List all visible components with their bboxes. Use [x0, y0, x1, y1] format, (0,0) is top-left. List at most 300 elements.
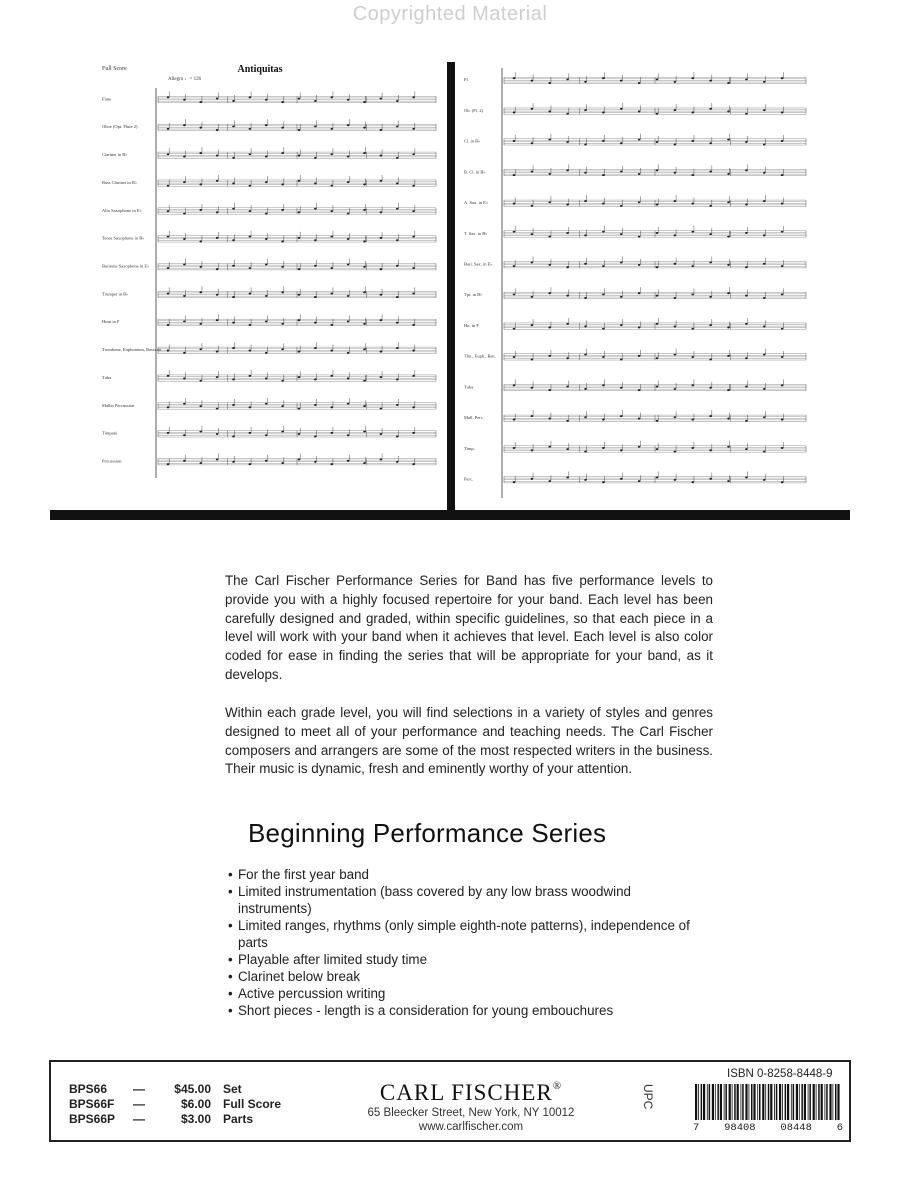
note-head: [265, 460, 268, 462]
note-head: [745, 204, 748, 206]
note-head: [232, 404, 235, 406]
note-head: [674, 416, 677, 418]
note-head: [347, 377, 350, 379]
note-head: [584, 416, 587, 418]
note-head: [232, 435, 235, 437]
note-head: [183, 213, 186, 215]
instrument-label: B. Cl. in B♭: [464, 169, 486, 175]
note-head: [691, 265, 694, 267]
instrument-label: Bass Clarinet in B♭: [102, 179, 137, 185]
note-head: [314, 404, 317, 406]
note-head: [265, 124, 268, 126]
note-head: [638, 82, 641, 84]
note-head: [548, 292, 551, 294]
note-head: [298, 129, 301, 131]
note-head: [620, 296, 623, 298]
note-head: [763, 200, 766, 202]
intro-paragraph-1: The Carl Fischer Performance Series for Band has five performance levels to provide you with a highly focused repertoire for your band. Each level has been carefully designed and graded, within specific guidelines, so that each piece in a level will work with your band when it achieves that level. Each level is also color coded for ease in finding the series that will be appropriate for your band, as it develops.: [225, 573, 713, 682]
note-head: [298, 180, 301, 182]
note-head: [249, 406, 252, 408]
note-head: [691, 293, 694, 295]
note-head: [584, 354, 587, 356]
note-head: [412, 293, 415, 295]
note-head: [183, 99, 186, 101]
note-head: [396, 347, 399, 349]
note-head: [531, 205, 534, 207]
note-head: [620, 478, 623, 480]
note-head: [638, 355, 641, 357]
barcode-bar: [793, 1084, 795, 1120]
note-head: [638, 139, 641, 141]
note-head: [298, 376, 301, 378]
note-head: [727, 173, 730, 175]
note-head: [513, 384, 516, 386]
note-head: [363, 431, 366, 433]
registered-mark: ®: [552, 1080, 563, 1092]
note-head: [347, 320, 350, 322]
barcode-bar: [729, 1084, 731, 1120]
note-head: [620, 205, 623, 207]
note-head: [513, 77, 516, 79]
note-head: [265, 156, 268, 158]
note-head: [314, 125, 317, 127]
note-head: [727, 389, 730, 391]
barcode-bar: [749, 1084, 750, 1120]
note-head: [674, 388, 677, 390]
note-head: [347, 213, 350, 215]
left-score-page: [100, 82, 440, 484]
note-head: [566, 477, 569, 479]
note-head: [167, 128, 170, 130]
note-head: [656, 266, 659, 268]
footer-info-box: [49, 1060, 851, 1142]
note-head: [584, 479, 587, 481]
note-head: [249, 293, 252, 295]
note-head: [566, 232, 569, 234]
instrument-label: Tuba: [464, 384, 474, 390]
note-head: [412, 153, 415, 155]
note-head: [363, 184, 366, 186]
instrument-label: Timpani: [102, 430, 118, 436]
note-head: [216, 376, 219, 378]
note-head: [298, 408, 301, 410]
note-head: [249, 324, 252, 326]
barcode-bar: [720, 1084, 722, 1120]
barcode-bar: [695, 1084, 697, 1120]
note-head: [566, 113, 569, 115]
note-head: [656, 169, 659, 171]
barcode-digits: [693, 1122, 843, 1134]
barcode-digit-group: 6: [836, 1122, 843, 1134]
note-head: [531, 171, 534, 173]
note-head: [727, 236, 730, 238]
barcode-bar: [835, 1084, 837, 1120]
note-head: [763, 172, 766, 174]
note-head: [584, 451, 587, 453]
instrument-label: Hn. in F: [464, 322, 479, 328]
note-head: [727, 110, 730, 112]
note-head: [781, 265, 784, 267]
note-head: [232, 461, 235, 463]
instrument-label: Perc.: [464, 476, 474, 482]
barcode-bar: [808, 1084, 809, 1120]
barcode-bar: [707, 1084, 708, 1120]
note-head: [620, 171, 623, 173]
note-head: [727, 201, 730, 203]
list-item: • For the first year band: [228, 866, 698, 883]
note-head: [216, 268, 219, 270]
product-price: $3.00: [180, 1112, 211, 1126]
note-head: [199, 323, 202, 325]
note-head: [330, 406, 333, 408]
score-header-left: Full Score: [102, 66, 127, 72]
note-head: [232, 322, 235, 324]
note-head: [265, 264, 268, 266]
note-head: [566, 204, 569, 206]
note-head: [727, 139, 730, 141]
note-head: [548, 327, 551, 329]
note-head: [548, 355, 551, 357]
note-head: [314, 461, 317, 463]
note-head: [531, 108, 534, 110]
note-head: [232, 182, 235, 184]
note-head: [691, 447, 694, 449]
barcode-bar: [762, 1084, 764, 1120]
note-head: [249, 349, 252, 351]
note-head: [513, 112, 516, 114]
note-head: [298, 319, 301, 321]
note-head: [265, 352, 268, 354]
note-head: [347, 434, 350, 436]
note-head: [412, 349, 415, 351]
product-item: Set: [223, 1082, 242, 1096]
note-head: [709, 80, 712, 82]
barcode-bar: [770, 1084, 772, 1120]
barcode-bar: [791, 1084, 792, 1120]
note-head: [216, 129, 219, 131]
note-head: [265, 320, 268, 322]
note-head: [513, 328, 516, 330]
barcode-digit-group: 7: [693, 1122, 700, 1134]
note-head: [691, 140, 694, 142]
note-head: [363, 240, 366, 242]
product-code: BPS66: [69, 1082, 108, 1096]
note-head: [216, 154, 219, 156]
note-head: [674, 325, 677, 327]
note-head: [566, 323, 569, 325]
note-head: [781, 481, 784, 483]
barcode-bar: [703, 1084, 705, 1120]
note-head: [232, 125, 235, 127]
note-head: [412, 128, 415, 130]
note-head: [298, 154, 301, 156]
note-head: [298, 433, 301, 435]
note-head: [281, 323, 284, 325]
note-head: [363, 291, 366, 293]
note-head: [380, 376, 383, 378]
barcode-bar: [787, 1084, 789, 1120]
instrument-label: Baritone Saxophone in E♭: [102, 263, 150, 269]
note-head: [281, 266, 284, 268]
note-head: [513, 174, 516, 176]
note-head: [232, 347, 235, 349]
publisher-url: www.carlfischer.com: [418, 1121, 524, 1133]
note-head: [566, 169, 569, 171]
note-head: [347, 264, 350, 266]
note-head: [330, 96, 333, 98]
note-head: [763, 81, 766, 83]
note-head: [513, 140, 516, 142]
note-head: [548, 82, 551, 84]
pricing-row: [69, 1112, 281, 1127]
note-head: [656, 448, 659, 450]
instrument-label: Oboe (Opt. Flute 2): [102, 124, 138, 130]
note-head: [363, 405, 366, 407]
note-head: [763, 325, 766, 327]
note-head: [656, 477, 659, 479]
instrument-label: Horn in F: [102, 319, 120, 325]
note-head: [199, 431, 202, 433]
note-head: [330, 375, 333, 377]
note-head: [531, 449, 534, 451]
note-head: [745, 169, 748, 171]
note-head: [396, 100, 399, 102]
note-head: [281, 405, 284, 407]
product-code: BPS66P: [69, 1112, 116, 1126]
note-head: [781, 328, 784, 330]
note-head: [691, 356, 694, 358]
note-head: [396, 125, 399, 127]
note-head: [167, 185, 170, 187]
isbn-number: ISBN 0-8258-8448-9: [727, 1068, 833, 1080]
barcode-bar: [759, 1084, 761, 1120]
note-head: [709, 358, 712, 360]
note-head: [602, 328, 605, 330]
note-head: [249, 153, 252, 155]
note-head: [412, 267, 415, 269]
note-head: [566, 420, 569, 422]
note-head: [167, 432, 170, 434]
product-code: BPS66F: [69, 1097, 115, 1111]
note-head: [674, 172, 677, 174]
note-head: [183, 181, 186, 183]
note-head: [380, 433, 383, 435]
note-head: [199, 348, 202, 350]
note-head: [584, 109, 587, 111]
note-head: [745, 357, 748, 359]
note-head: [656, 113, 659, 115]
note-head: [763, 297, 766, 299]
note-head: [183, 352, 186, 354]
note-head: [781, 231, 784, 233]
note-head: [674, 451, 677, 453]
note-head: [584, 200, 587, 202]
note-head: [548, 201, 551, 203]
note-head: [183, 156, 186, 158]
note-head: [298, 211, 301, 213]
note-head: [216, 459, 219, 461]
note-head: [656, 323, 659, 325]
note-head: [531, 142, 534, 144]
note-head: [363, 101, 366, 103]
note-head: [763, 416, 766, 418]
note-head: [347, 295, 350, 297]
note-head: [330, 463, 333, 465]
instrument-label: Cl. in B♭: [464, 138, 481, 144]
barcode-bar: [799, 1084, 800, 1120]
note-head: [380, 237, 383, 239]
note-head: [638, 417, 641, 419]
note-head: [763, 479, 766, 481]
barcode-bar: [741, 1084, 742, 1120]
note-head: [602, 356, 605, 358]
note-head: [674, 234, 677, 236]
barcode-bar: [717, 1084, 719, 1120]
note-head: [781, 174, 784, 176]
note-head: [638, 173, 641, 175]
note-head: [602, 481, 605, 483]
barcode-icon: [693, 1084, 843, 1127]
barcode-bar: [785, 1084, 787, 1120]
note-head: [781, 202, 784, 204]
note-head: [216, 98, 219, 100]
note-head: [638, 201, 641, 203]
barcode-bar: [737, 1084, 739, 1120]
note-head: [249, 96, 252, 98]
note-head: [620, 449, 623, 451]
publisher-address: 65 Bleecker Street, New York, NY 10012: [367, 1107, 575, 1119]
note-head: [745, 420, 748, 422]
list-item: • Limited ranges, rhythms (only simple eighth-note patterns), independence of parts: [228, 917, 698, 951]
note-head: [281, 127, 284, 129]
score-tempo: Allegro ♩= 126: [168, 77, 202, 82]
note-head: [232, 157, 235, 159]
intro-paragraph-2: Within each grade level, you will find selections in a variety of styles and genres designed to meet all of your performance and teaching needs. The Carl Fischer composers and arrangers are some of the most respected writers in the business. Their music is dynamic, fresh and eminently worthy of your attention.: [225, 705, 713, 777]
note-head: [584, 325, 587, 327]
note-head: [513, 293, 516, 295]
note-head: [314, 157, 317, 159]
instrument-label: Mall. Perc.: [464, 415, 484, 421]
note-head: [380, 294, 383, 296]
note-head: [298, 98, 301, 100]
instrument-label: Tenor Saxophone in B♭: [102, 235, 145, 241]
instrument-label: Percussion: [102, 458, 122, 464]
note-head: [249, 375, 252, 377]
barcode-bar: [837, 1084, 839, 1120]
note-head: [216, 211, 219, 213]
barcode-bar: [724, 1084, 725, 1120]
note-head: [412, 406, 415, 408]
note-head: [183, 295, 186, 297]
instrument-label: Fl.: [464, 77, 469, 83]
note-head: [638, 327, 641, 329]
note-head: [199, 152, 202, 154]
note-head: [602, 293, 605, 295]
note-head: [566, 295, 569, 297]
note-head: [727, 446, 730, 448]
barcode-bar: [774, 1084, 775, 1120]
note-head: [249, 128, 252, 130]
note-head: [216, 294, 219, 296]
barcode-bar: [725, 1084, 727, 1120]
list-item: • Active percussion writing: [228, 985, 698, 1002]
note-head: [674, 479, 677, 481]
note-head: [281, 462, 284, 464]
note-head: [531, 80, 534, 82]
note-head: [745, 78, 748, 80]
note-head: [691, 231, 694, 233]
note-head: [347, 403, 350, 405]
note-head: [167, 293, 170, 295]
note-head: [396, 322, 399, 324]
note-head: [232, 379, 235, 381]
note-head: [763, 263, 766, 265]
copyright-watermark: Copyrighted Material: [352, 3, 548, 25]
note-head: [584, 234, 587, 236]
note-head: [330, 210, 333, 212]
note-head: [566, 141, 569, 143]
note-head: [513, 419, 516, 421]
note-head: [412, 375, 415, 377]
barcode-bar: [751, 1084, 753, 1120]
note-head: [396, 404, 399, 406]
note-head: [513, 265, 516, 267]
note-head: [745, 295, 748, 297]
note-head: [347, 156, 350, 158]
note-head: [638, 446, 641, 448]
note-head: [183, 264, 186, 266]
instrument-label: A. Sax. in E♭: [464, 200, 488, 206]
note-head: [638, 389, 641, 391]
note-head: [347, 181, 350, 183]
note-head: [330, 128, 333, 130]
note-head: [363, 127, 366, 129]
note-head: [745, 113, 748, 115]
note-head: [709, 324, 712, 326]
note-head: [531, 233, 534, 235]
instrument-label: Clarinet in B♭: [102, 152, 128, 158]
note-head: [183, 377, 186, 379]
note-head: [781, 77, 784, 79]
note-head: [380, 211, 383, 213]
separator: —: [133, 1112, 145, 1126]
note-head: [691, 202, 694, 204]
note-head: [281, 240, 284, 242]
separator: —: [133, 1097, 145, 1111]
note-head: [566, 386, 569, 388]
note-head: [727, 417, 730, 419]
series-heading: Beginning Performance Series: [248, 818, 607, 848]
note-head: [281, 101, 284, 103]
barcode-bar: [829, 1084, 831, 1120]
note-head: [656, 204, 659, 206]
note-head: [167, 324, 170, 326]
note-head: [232, 296, 235, 298]
note-head: [249, 463, 252, 465]
barcode-bar: [745, 1084, 747, 1120]
note-head: [380, 459, 383, 461]
barcode-bar: [833, 1084, 834, 1120]
barcode-bar: [768, 1084, 770, 1120]
separator: —: [133, 1082, 145, 1096]
note-head: [584, 143, 587, 145]
note-head: [656, 78, 659, 80]
instrument-label: Mallet Percussion: [102, 402, 135, 408]
note-head: [281, 184, 284, 186]
note-head: [265, 403, 268, 405]
barcode-digit-group: 98408: [724, 1122, 756, 1134]
note-head: [691, 384, 694, 386]
